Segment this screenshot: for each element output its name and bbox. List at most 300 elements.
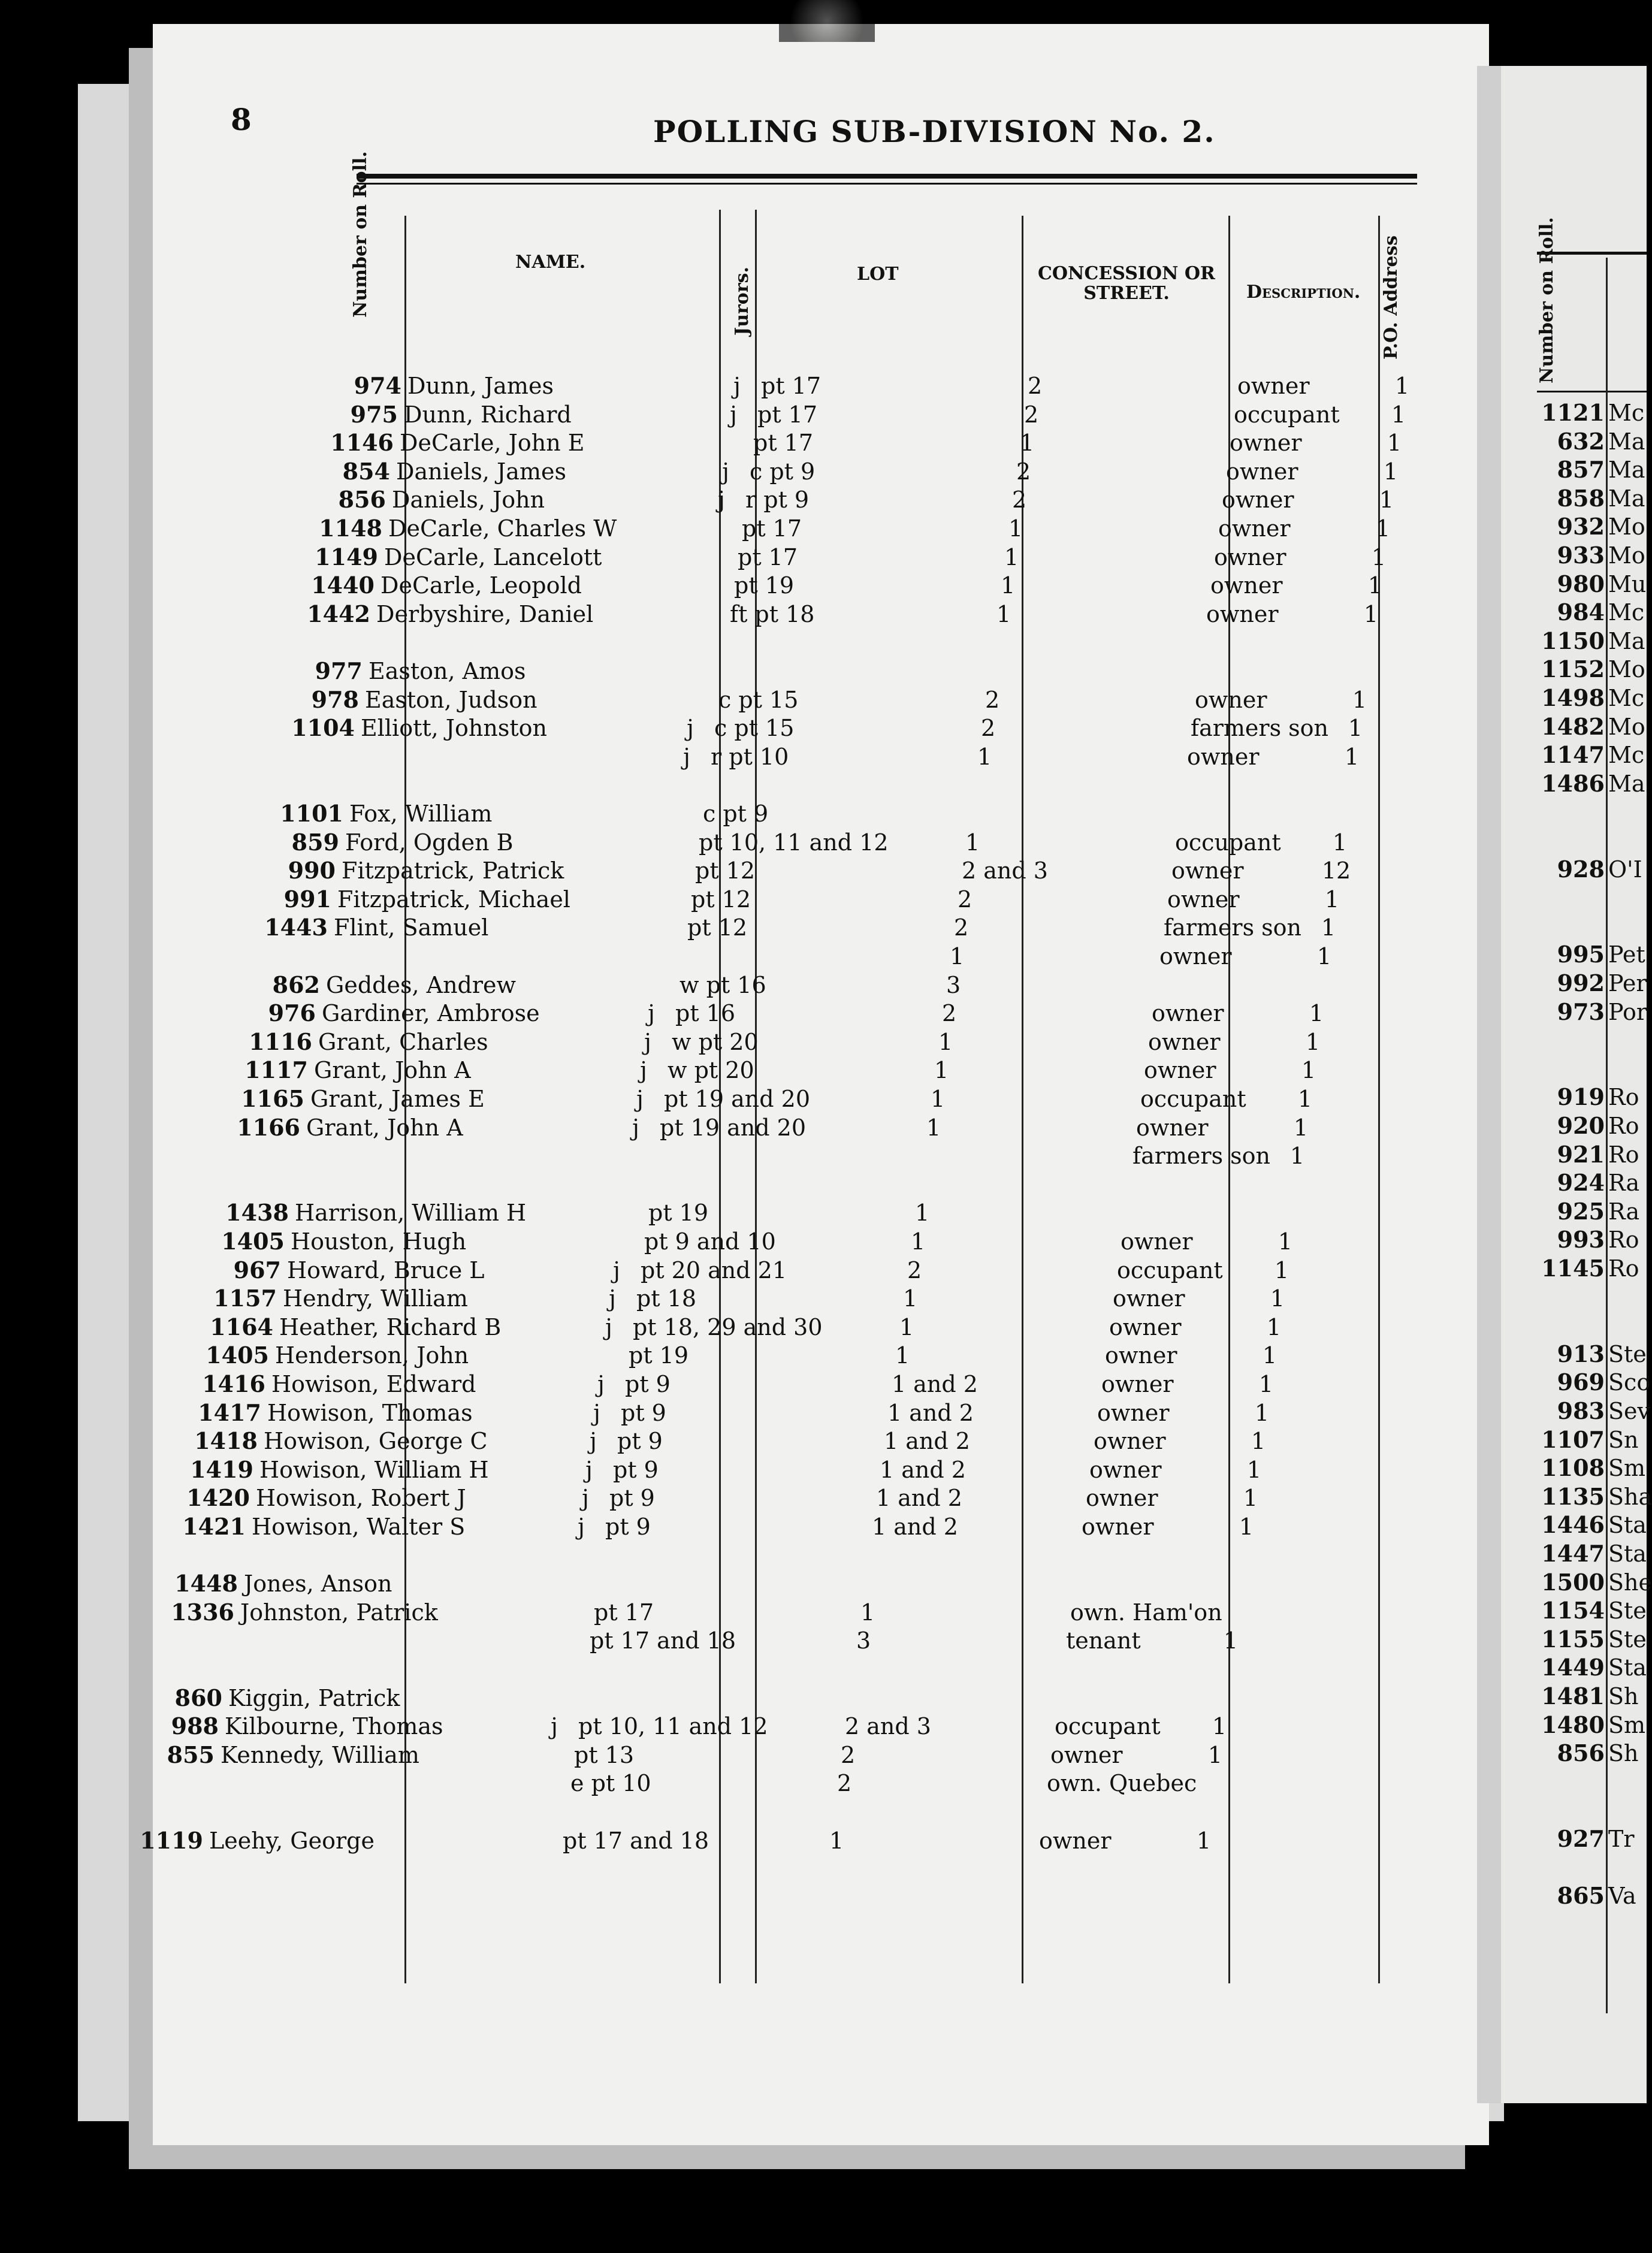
- roll-number-cell: 967: [233, 1256, 281, 1283]
- po-address-cell: 1: [1277, 1228, 1293, 1255]
- facing-roll-number: 1446: [1541, 1511, 1605, 1539]
- description-cell: owner: [1113, 1285, 1185, 1312]
- concession-cell: 1 and 2: [892, 1371, 978, 1397]
- lot-cell: pt 17: [761, 373, 822, 399]
- description-cell: owner: [1082, 1514, 1154, 1540]
- lot-cell: c pt 15: [714, 715, 795, 742]
- facing-name-fragment: Ro: [1608, 1113, 1639, 1139]
- concession-cell: 1: [1008, 515, 1023, 542]
- lot-cell: pt 10, 11 and 12: [578, 1713, 768, 1740]
- facing-roll-number: 1145: [1541, 1255, 1605, 1282]
- po-address-cell: 1: [1316, 943, 1332, 970]
- roll-number-cell: 862: [272, 971, 320, 998]
- voter-name-cell: Grant, James E: [310, 1086, 485, 1112]
- voter-name-cell: Howison, George C: [264, 1428, 488, 1455]
- facing-name-fragment: Sm: [1608, 1455, 1646, 1482]
- table-row: [222, 1113, 1361, 1142]
- header-concession: CONCESSION OR STREET.: [1038, 263, 1215, 304]
- facing-name-fragment: Mc: [1608, 742, 1645, 769]
- po-address-cell: 1: [1348, 715, 1363, 742]
- facing-roll-number: 856: [1557, 1739, 1605, 1767]
- facing-row: [1516, 1197, 1639, 1226]
- table-row: [168, 1512, 1306, 1541]
- lot-cell: pt 19 and 20: [664, 1086, 810, 1112]
- facing-roll-number: 1498: [1541, 684, 1605, 711]
- po-address-cell: 1: [1379, 487, 1394, 514]
- concession-cell: 2: [837, 1770, 852, 1797]
- description-cell: owner: [1086, 1485, 1158, 1512]
- juror-cell: j: [597, 1371, 605, 1397]
- table-row: [253, 885, 1392, 914]
- roll-number-cell: 1119: [140, 1826, 203, 1854]
- lot-cell: c pt 9: [703, 801, 769, 827]
- roll-number-cell: 1101: [280, 800, 343, 827]
- facing-name-fragment: Sta: [1608, 1512, 1647, 1539]
- facing-row: [1516, 1397, 1650, 1426]
- table-row: [141, 1712, 1279, 1741]
- table-row: [125, 1826, 1264, 1855]
- facing-row: [1516, 1825, 1635, 1853]
- facing-roll-number: 980: [1557, 570, 1605, 597]
- roll-number-cell: 1448: [174, 1570, 238, 1597]
- facing-roll-number: 1147: [1541, 741, 1605, 769]
- table-row: [324, 372, 1462, 400]
- concession-cell: 2: [985, 686, 1000, 713]
- lot-cell: pt 16: [675, 1000, 736, 1027]
- po-address-cell: 1: [1274, 1257, 1289, 1283]
- lot-cell: pt 19 and 20: [660, 1114, 806, 1141]
- concession-cell: 1: [829, 1827, 844, 1854]
- facing-name-fragment: Ma: [1608, 485, 1645, 512]
- facing-name-fragment: Sm: [1608, 1711, 1646, 1738]
- facing-row: [1516, 1426, 1639, 1454]
- voter-name-cell: Howison, William H: [259, 1456, 489, 1483]
- facing-name-fragment: Va: [1608, 1883, 1636, 1910]
- po-address-cell: 1: [1371, 543, 1387, 570]
- roll-number-cell: 1440: [311, 572, 375, 599]
- po-address-cell: 1: [1251, 1428, 1266, 1455]
- facing-row: [1516, 712, 1645, 741]
- lot-cell: w pt 16: [679, 971, 766, 998]
- concession-cell: 1 and 2: [872, 1514, 958, 1540]
- po-address-cell: 1: [1289, 1143, 1305, 1170]
- voter-name-cell: Houston, Hugh: [291, 1228, 467, 1255]
- table-row: [188, 1370, 1326, 1399]
- roll-number-cell: 976: [268, 999, 316, 1027]
- roll-number-cell: 1419: [190, 1455, 253, 1483]
- roll-number-cell: 1157: [213, 1285, 277, 1312]
- po-address-cell: 1: [1254, 1399, 1270, 1426]
- facing-row: [1516, 398, 1644, 427]
- lot-cell: pt 12: [695, 857, 756, 884]
- facing-row: [1516, 1225, 1639, 1254]
- facing-roll-number: 921: [1557, 1140, 1605, 1168]
- facing-name-fragment: Sev: [1608, 1398, 1650, 1424]
- roll-number-cell: 975: [350, 400, 398, 428]
- po-address-cell: 1: [1367, 572, 1383, 599]
- table-row: [215, 1170, 1353, 1199]
- facing-row: [1516, 541, 1645, 570]
- table-row: [199, 1284, 1337, 1313]
- facing-row: [1516, 1596, 1647, 1625]
- concession-cell: 1: [1001, 572, 1016, 599]
- concession-cell: 3: [946, 971, 961, 998]
- facing-row: [1516, 655, 1645, 684]
- description-cell: owner: [1039, 1827, 1112, 1854]
- lot-cell: pt 19: [648, 1200, 709, 1227]
- voter-name-cell: Dunn, James: [407, 373, 554, 399]
- lot-cell: w pt 20: [668, 1057, 754, 1084]
- facing-row: [1516, 1511, 1647, 1539]
- facing-row: [1516, 1112, 1639, 1140]
- roll-number-cell: 978: [311, 685, 359, 713]
- concession-cell: 2: [1012, 487, 1027, 514]
- description-cell: farmers son: [1164, 914, 1302, 941]
- voter-name-cell: Geddes, Andrew: [326, 971, 517, 998]
- table-row: [133, 1769, 1272, 1798]
- po-address-cell: 1: [1258, 1371, 1274, 1397]
- facing-row: [1516, 855, 1642, 884]
- table-row: [183, 1399, 1322, 1427]
- po-address-cell: 1: [1196, 1827, 1212, 1854]
- facing-row: [1516, 1482, 1652, 1511]
- lot-cell: pt 9: [625, 1371, 671, 1397]
- roll-number-cell: 1149: [315, 543, 378, 570]
- facing-row: [1516, 427, 1645, 456]
- facing-row: [1516, 998, 1647, 1026]
- concession-cell: 2: [1028, 373, 1043, 399]
- facing-roll-number: 920: [1557, 1112, 1605, 1139]
- facing-name-fragment: Sh: [1608, 1740, 1639, 1767]
- voter-name-cell: Easton, Judson: [365, 686, 537, 713]
- voter-name-cell: DeCarle, Leopold: [380, 572, 582, 599]
- roll-number-cell: 1421: [182, 1513, 246, 1540]
- table-row: [246, 942, 1384, 971]
- table-row: [297, 571, 1435, 600]
- po-address-cell: 1: [1301, 1057, 1316, 1084]
- description-cell: owner: [1214, 543, 1286, 570]
- facing-name-fragment: Ra: [1608, 1170, 1640, 1197]
- table-row: [265, 799, 1404, 828]
- facing-roll-number: 1135: [1541, 1482, 1605, 1510]
- table-row: [269, 771, 1408, 799]
- facing-row: [1516, 969, 1647, 998]
- po-address-cell: 1: [1332, 829, 1348, 856]
- description-cell: owner: [1159, 943, 1232, 970]
- roll-number-cell: 1438: [225, 1199, 289, 1227]
- roll-number-cell: 854: [342, 457, 390, 485]
- juror-cell: j: [733, 373, 741, 399]
- facing-name-fragment: Tr: [1608, 1826, 1635, 1852]
- table-row: [238, 999, 1376, 1028]
- roll-number-cell: 1165: [241, 1085, 304, 1112]
- table-row: [156, 1598, 1295, 1627]
- facing-roll-number: 1480: [1541, 1711, 1605, 1738]
- facing-header-number-on-roll: Number on Roll.: [1536, 217, 1557, 383]
- concession-cell: 1 and 2: [884, 1428, 970, 1455]
- facing-roll-number: 984: [1557, 599, 1605, 626]
- concession-cell: 2: [958, 886, 973, 913]
- description-cell: owner: [1171, 857, 1244, 884]
- lot-cell: pt 17: [594, 1599, 654, 1626]
- voter-name-cell: Johnston, Patrick: [240, 1599, 438, 1626]
- description-cell: owner: [1050, 1741, 1123, 1768]
- po-address-cell: 1: [1352, 686, 1367, 713]
- juror-cell: j: [578, 1514, 585, 1540]
- facing-name-fragment: Ro: [1608, 1084, 1639, 1111]
- description-cell: owner: [1167, 886, 1240, 913]
- table-row: [289, 628, 1427, 657]
- roll-number-cell: 1405: [221, 1228, 285, 1255]
- facing-name-fragment: Mo: [1608, 656, 1645, 683]
- voter-name-cell: Flint, Samuel: [334, 914, 489, 941]
- facing-row: [1516, 1368, 1650, 1397]
- lot-cell: w pt 20: [672, 1028, 759, 1055]
- facing-roll-number: 1449: [1541, 1654, 1605, 1681]
- juror-cell: j: [551, 1713, 558, 1740]
- table-row: [258, 856, 1396, 885]
- voter-name-cell: Ford, Ogden B: [345, 829, 514, 856]
- roll-number-cell: 1442: [307, 600, 370, 627]
- lot-cell: pt 9: [617, 1428, 663, 1455]
- lot-cell: e pt 10: [570, 1770, 651, 1797]
- description-cell: owner: [1101, 1371, 1174, 1397]
- facing-name-fragment: Sta: [1608, 1654, 1647, 1681]
- voter-name-cell: Elliott, Johnston: [361, 715, 547, 742]
- description-cell: owner: [1089, 1456, 1162, 1483]
- roll-number-cell: 1417: [198, 1399, 261, 1426]
- table-row: [312, 457, 1451, 486]
- lot-cell: r pt 9: [745, 487, 810, 514]
- facing-name-fragment: Ro: [1608, 1255, 1639, 1282]
- concession-cell: 1: [926, 1114, 941, 1141]
- facing-row: [1516, 1539, 1647, 1568]
- facing-roll-number: 928: [1557, 855, 1605, 883]
- facing-roll-number: 995: [1557, 941, 1605, 968]
- juror-cell: j: [593, 1399, 600, 1426]
- facing-roll-number: 1152: [1541, 656, 1605, 683]
- lot-cell: ft pt 18: [730, 600, 815, 627]
- lot-cell: pt 20 and 21: [641, 1257, 787, 1283]
- description-cell: own. Ham'on: [1070, 1599, 1222, 1626]
- roll-number-cell: 990: [288, 857, 336, 884]
- concession-cell: 1: [931, 1086, 946, 1112]
- voter-name-cell: Howison, Robert J: [256, 1485, 466, 1512]
- voter-name-cell: Howison, Thomas: [267, 1399, 473, 1426]
- facing-name-fragment: O'I: [1608, 856, 1642, 883]
- juror-cell: j: [609, 1285, 616, 1312]
- voter-name-cell: Easton, Amos: [369, 658, 526, 684]
- juror-cell: j: [640, 1057, 647, 1084]
- table-row: [219, 1141, 1357, 1170]
- voter-name-cell: DeCarle, John E: [400, 430, 585, 457]
- facing-row: [1516, 1168, 1639, 1197]
- table-row: [304, 514, 1443, 543]
- po-address-cell: 1: [1207, 1741, 1223, 1768]
- concession-cell: 1: [903, 1285, 918, 1312]
- table-row: [281, 685, 1420, 714]
- facing-name-fragment: Sn: [1608, 1426, 1639, 1453]
- concession-cell: 1: [899, 1313, 914, 1340]
- lot-cell: pt 9: [613, 1456, 659, 1483]
- facing-name-fragment: Ra: [1608, 1198, 1640, 1225]
- facing-row: [1516, 883, 1608, 912]
- facing-name-fragment: Mo: [1608, 514, 1645, 540]
- page-title: POLLING SUB-DIVISION No. 2.: [653, 114, 1216, 149]
- po-address-cell: 1: [1212, 1713, 1227, 1740]
- facing-roll-number: 924: [1557, 1169, 1605, 1197]
- po-address-cell: 12: [1321, 857, 1351, 884]
- facing-row: [1516, 1283, 1608, 1312]
- voter-name-cell: Fitzpatrick, Patrick: [342, 857, 564, 884]
- lot-cell: pt 9: [609, 1485, 655, 1512]
- lot-cell: pt 13: [574, 1741, 635, 1768]
- table-row: [308, 485, 1446, 514]
- lot-cell: pt 19: [734, 572, 795, 599]
- table-row: [285, 657, 1423, 685]
- table-row: [316, 428, 1454, 457]
- voter-name-cell: Leehy, George: [209, 1827, 375, 1854]
- description-cell: owner: [1109, 1313, 1182, 1340]
- facing-name-fragment: Mo: [1608, 542, 1645, 569]
- facing-roll-number: 1154: [1541, 1597, 1605, 1624]
- page-number: 8: [231, 102, 252, 137]
- description-cell: owner: [1187, 743, 1260, 770]
- table-row: [144, 1684, 1283, 1713]
- voter-name-cell: Derbyshire, Daniel: [376, 600, 594, 627]
- po-address-cell: 1: [1383, 458, 1399, 485]
- description-cell: tenant: [1066, 1627, 1141, 1654]
- voter-name-cell: Kennedy, William: [221, 1741, 419, 1768]
- voter-name-cell: Howard, Bruce L: [287, 1257, 485, 1283]
- facing-name-fragment: She: [1608, 1569, 1652, 1596]
- po-address-cell: 1: [1391, 401, 1406, 428]
- facing-name-fragment: Ma: [1608, 457, 1645, 484]
- juror-cell: j: [613, 1257, 620, 1283]
- facing-row: [1516, 1140, 1639, 1169]
- facing-roll-number: 1482: [1541, 712, 1605, 740]
- po-address-cell: 1: [1363, 600, 1379, 627]
- description-cell: owner: [1144, 1057, 1216, 1084]
- roll-number-cell: 1416: [202, 1370, 265, 1397]
- description-cell: occupant: [1055, 1713, 1161, 1740]
- lot-cell: pt 12: [687, 914, 748, 941]
- voter-name-cell: Fox, William: [349, 801, 493, 827]
- po-address-cell: 1: [1375, 515, 1391, 542]
- facing-name-fragment: Mc: [1608, 599, 1645, 626]
- concession-cell: 2: [954, 914, 969, 941]
- description-cell: owner: [1195, 686, 1267, 713]
- facing-name-fragment: Pet: [1608, 941, 1645, 968]
- po-address-cell: 1: [1293, 1114, 1309, 1141]
- header-po-address: P.O. Address: [1381, 235, 1402, 360]
- book-gutter: [1477, 66, 1504, 2103]
- lot-cell: pt 17 and 18: [590, 1627, 736, 1654]
- facing-row: [1516, 1625, 1647, 1654]
- facing-row: [1516, 1739, 1639, 1768]
- facing-roll-number: 632: [1557, 427, 1605, 455]
- facing-row: [1516, 1083, 1639, 1112]
- juror-cell: j: [718, 487, 725, 514]
- facing-row: [1516, 1340, 1647, 1369]
- roll-number-cell: 859: [291, 828, 339, 856]
- concession-cell: 1: [938, 1028, 953, 1055]
- concession-cell: 1: [860, 1599, 875, 1626]
- table-row: [211, 1198, 1349, 1227]
- facing-roll-number: 919: [1557, 1083, 1605, 1111]
- facing-roll-number: 932: [1557, 513, 1605, 540]
- po-address-cell: 1: [1266, 1313, 1282, 1340]
- facing-roll-number: 1500: [1541, 1568, 1605, 1596]
- table-row: [207, 1227, 1345, 1256]
- facing-name-fragment: Ste: [1608, 1597, 1647, 1624]
- facing-row: [1516, 512, 1645, 541]
- table-row: [226, 1085, 1365, 1113]
- concession-cell: 1: [965, 829, 980, 856]
- concession-cell: 1 and 2: [887, 1399, 974, 1426]
- description-cell: owner: [1210, 572, 1283, 599]
- lot-cell: pt 10, 11 and 12: [699, 829, 889, 856]
- facing-row: [1516, 940, 1645, 969]
- lot-cell: pt 19: [629, 1342, 689, 1369]
- voter-name-cell: Hendry, William: [283, 1285, 468, 1312]
- po-address-cell: 1: [1262, 1342, 1277, 1369]
- table-row: [149, 1655, 1287, 1684]
- concession-cell: 1: [911, 1228, 926, 1255]
- facing-row: [1516, 1311, 1608, 1340]
- voter-name-cell: Grant, John A: [306, 1114, 463, 1141]
- po-address-cell: 1: [1324, 886, 1340, 913]
- roll-number-cell: 1148: [319, 515, 382, 542]
- po-address-cell: 1: [1223, 1627, 1239, 1654]
- roll-number-cell: 1146: [330, 429, 394, 457]
- facing-name-fragment: Mc: [1608, 685, 1645, 711]
- voter-name-cell: Dunn, Richard: [404, 401, 572, 428]
- facing-name-fragment: Sh: [1608, 1683, 1639, 1710]
- roll-number-cell: 1164: [210, 1313, 273, 1340]
- description-cell: occupant: [1175, 829, 1281, 856]
- roll-number-cell: 988: [171, 1713, 219, 1740]
- facing-roll-number: 913: [1557, 1340, 1605, 1367]
- juror-cell: j: [636, 1086, 644, 1112]
- facing-row: [1516, 1711, 1645, 1739]
- roll-number-cell: 1336: [171, 1598, 234, 1626]
- facing-roll-number: 865: [1557, 1882, 1605, 1910]
- table-row: [292, 600, 1431, 629]
- lot-cell: pt 17: [757, 401, 818, 428]
- concession-cell: 1 and 2: [880, 1456, 966, 1483]
- description-cell: owner: [1121, 1228, 1193, 1255]
- facing-roll-number: 1150: [1541, 627, 1605, 654]
- po-address-cell: 1: [1305, 1028, 1321, 1055]
- facing-row: [1516, 826, 1608, 855]
- po-address-cell: 1: [1239, 1514, 1254, 1540]
- concession-cell: 2 and 3: [962, 857, 1048, 884]
- header-lot: LOT: [857, 264, 899, 285]
- header-number-on-roll: Number on Roll.: [350, 151, 371, 318]
- header-rule-top: [357, 174, 1417, 179]
- description-cell: occupant: [1117, 1257, 1223, 1283]
- description-cell: owner: [1097, 1399, 1170, 1426]
- facing-row: [1516, 1853, 1608, 1882]
- facing-roll-number: 1108: [1541, 1454, 1605, 1482]
- facing-row: [1516, 484, 1645, 513]
- header-rule-sub: [357, 183, 1417, 185]
- facing-roll-number: 1447: [1541, 1540, 1605, 1567]
- facing-row: [1516, 912, 1608, 941]
- facing-row: [1516, 1796, 1608, 1825]
- juror-cell: j: [585, 1456, 593, 1483]
